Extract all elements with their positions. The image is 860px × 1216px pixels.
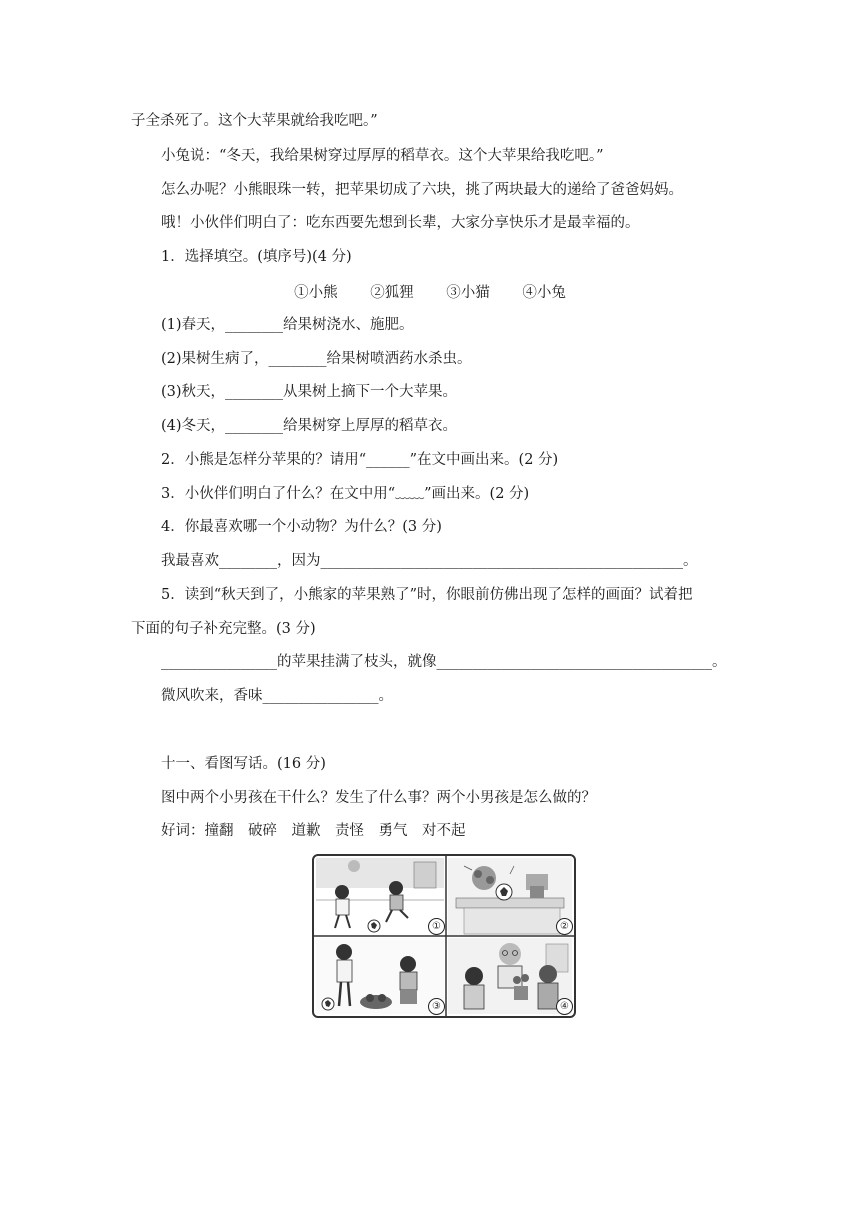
comic-panels-illustration — [314, 856, 574, 1016]
panel-4-label: ④ — [556, 998, 573, 1015]
question-5-line-2: 下面的句子补充完整。(3 分) — [131, 621, 316, 637]
option-2: ②狐狸 — [370, 285, 414, 301]
option-1: ①小熊 — [294, 285, 338, 301]
question-5-blank-2: 微风吹来，香味________________。 — [161, 688, 393, 704]
question-4-title: 4．你最喜欢哪一个小动物？为什么？(3 分) — [161, 519, 442, 535]
question-5-blank-1: ________________的苹果挂满了枝头，就像______________________________________。 — [161, 654, 727, 670]
story-paragraph-1: 子全杀死了。这个大苹果就给我吃吧。” — [131, 113, 378, 129]
question-1-item-1: (1)春天，________给果树浇水、施肥。 — [161, 317, 414, 333]
panel-2-illustration — [448, 858, 572, 935]
question-1-item-2: (2)果树生病了，________给果树喷洒药水杀虫。 — [161, 351, 472, 367]
story-paragraph-4: 哦！小伙伴们明白了：吃东西要先想到长辈，大家分享快乐才是最幸福的。 — [161, 215, 640, 231]
question-3: 3．小伙伴们明白了什么？在文中用“﹏﹏”画出来。(2 分) — [161, 486, 530, 502]
picture-story-figure — [312, 854, 576, 1018]
section-11-prompt: 图中两个小男孩在干什么？发生了什么事？两个小男孩是怎么做的？ — [161, 790, 596, 806]
question-4-answer-line: 我最喜欢________，因为__________________________________________________。 — [161, 553, 698, 569]
question-1-item-3: (3)秋天，________从果树上摘下一个大苹果。 — [161, 384, 458, 400]
story-paragraph-2: 小兔说：“冬天，我给果树穿过厚厚的稻草衣。这个大苹果给我吃吧。” — [161, 148, 604, 164]
panel-1-illustration — [316, 858, 444, 932]
question-1-title: 1．选择填空。(填序号)(4 分) — [161, 249, 352, 265]
panel-4-illustration — [448, 938, 572, 1014]
section-11-title: 十一、看图写话。(16 分) — [161, 756, 326, 772]
option-4: ④小兔 — [522, 285, 566, 301]
panel-3-illustration — [316, 938, 444, 1014]
question-1-options — [0, 281, 860, 302]
question-2: 2．小熊是怎样分苹果的？请用“______”在文中画出来。(2 分) — [161, 452, 559, 468]
section-11-word-bank: 好词：撞翻 破碎 道歉 责怪 勇气 对不起 — [161, 823, 466, 839]
panel-2-label: ② — [556, 918, 573, 935]
panel-3-label: ③ — [428, 998, 445, 1015]
panel-1-label: ① — [428, 918, 445, 935]
question-1-item-4: (4)冬天，________给果树穿上厚厚的稻草衣。 — [161, 418, 458, 434]
option-3: ③小猫 — [446, 285, 490, 301]
story-paragraph-3: 怎么办呢？小熊眼珠一转，把苹果切成了六块，挑了两块最大的递给了爸爸妈妈。 — [161, 182, 683, 198]
question-5-line-1: 5．读到“秋天到了，小熊家的苹果熟了”时，你眼前仿佛出现了怎样的画面？试着把 — [161, 587, 693, 603]
